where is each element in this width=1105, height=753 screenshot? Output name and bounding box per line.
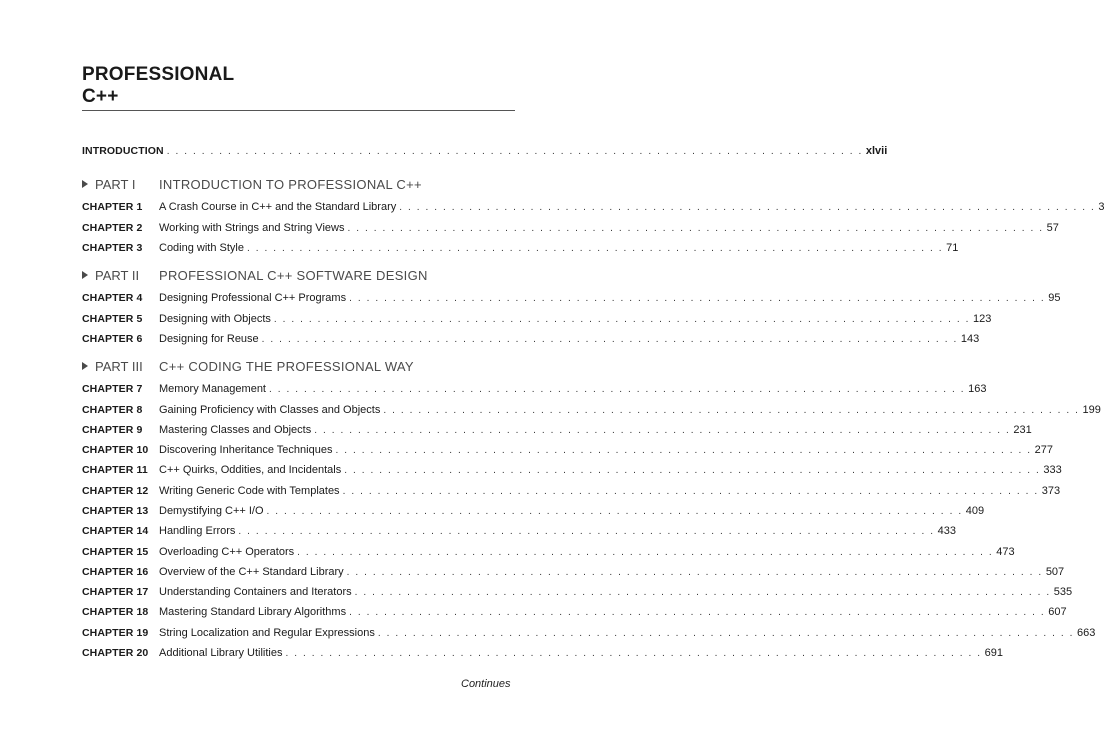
part-label: PART III <box>95 358 143 374</box>
title-rule <box>82 110 515 111</box>
chapter-entry <box>159 333 979 345</box>
chapter-label: CHAPTER 16 <box>82 565 149 578</box>
toc-chapter-row[interactable] <box>82 521 956 541</box>
chapter-entry <box>159 586 1072 598</box>
chapter-entry <box>159 627 1095 639</box>
chapter-title: A Crash Course in C++ and the Standard Library <box>159 201 397 214</box>
chapter-title: Overview of the C++ Standard Library <box>159 565 344 578</box>
chapter-entry <box>159 444 1053 456</box>
toc-chapter-row[interactable] <box>82 399 1101 419</box>
part-title: INTRODUCTION TO PROFESSIONAL C++ <box>159 176 422 192</box>
chapter-title: Designing for Reuse <box>159 332 259 345</box>
chapter-title: C++ Quirks, Oddities, and Incidentals <box>159 464 342 477</box>
chapter-title: Working with Strings and String Views <box>159 221 345 234</box>
chapter-page: 507 <box>1045 565 1065 578</box>
toc-chapter-row[interactable] <box>82 501 985 521</box>
part-heading[interactable] <box>82 173 515 195</box>
part-heading[interactable] <box>82 355 515 377</box>
chapter-title: Writing Generic Code with Templates <box>159 484 340 497</box>
table-of-contents <box>82 141 1105 663</box>
introduction-page: xlvii <box>865 145 888 158</box>
chapter-page: 373 <box>1041 484 1061 497</box>
part-label-cell <box>82 177 159 192</box>
chapter-entry <box>159 606 1067 618</box>
chapter-page: 199 <box>1082 403 1101 416</box>
chapter-entry <box>159 404 1101 416</box>
book-title-line1: PROFESSIONAL <box>82 64 235 85</box>
dot-leader: . . . . . . . . . . . . . . . . . . . . . . . . . . . . . . . . . . . . . . . . . . . . . . . . . . . . . . . . . . . . . . . . . . . . . . . . . . . . . . . . <box>399 202 1096 214</box>
dot-leader: . . . . . . . . . . . . . . . . . . . . . . . . . . . . . . . . . . . . . . . . . . . . . . . . . . . . . . . . . . . . . . . . . . . . . . . . . . . . . . . . <box>354 587 1051 599</box>
toc-chapter-row[interactable] <box>82 582 1073 602</box>
chapter-page: 71 <box>946 242 959 255</box>
toc-chapter-row[interactable] <box>82 420 1032 440</box>
triangle-bullet-icon <box>82 362 88 370</box>
chapter-entry <box>159 383 987 395</box>
toc-introduction[interactable] <box>82 141 888 161</box>
chapter-label: CHAPTER 1 <box>82 201 143 214</box>
chapter-label: CHAPTER 13 <box>82 505 149 517</box>
chapter-entry <box>159 485 1060 497</box>
toc-chapter-row[interactable] <box>82 288 1061 308</box>
chapter-label: CHAPTER 5 <box>82 312 143 325</box>
dot-leader: . . . . . . . . . . . . . . . . . . . . . . . . . . . . . . . . . . . . . . . . . . . . . . . . . . . . . . . . . . . . . . . . . . . . . . . . . . . . . . . . <box>285 648 982 660</box>
toc-chapter-row[interactable] <box>82 562 1065 582</box>
dot-leader: . . . . . . . . . . . . . . . . . . . . . . . . . . . . . . . . . . . . . . . . . . . . . . . . . . . . . . . . . . . . . . . . . . . . . . . . . . . . . . . . <box>273 313 971 325</box>
dot-leader: . . . . . . . . . . . . . . . . . . . . . . . . . . . . . . . . . . . . . . . . . . . . . . . . . . . . . . . . . . . . . . . . . . . . . . . . . . . . . . . . <box>349 293 1046 305</box>
dot-leader: . . . . . . . . . . . . . . . . . . . . . . . . . . . . . . . . . . . . . . . . . . . . . . . . . . . . . . . . . . . . . . . . . . . . . . . . . . . . . . . . <box>335 445 1032 457</box>
chapter-entry <box>159 222 1059 234</box>
chapter-page: 607 <box>1048 606 1067 619</box>
chapter-page: 3 <box>1098 201 1105 214</box>
chapter-page: 231 <box>1013 423 1032 436</box>
part-title: PROFESSIONAL C++ SOFTWARE DESIGN <box>159 267 428 283</box>
dot-leader: . . . . . . . . . . . . . . . . . . . . . . . . . . . . . . . . . . . . . . . . . . . . . . . . . . . . . . . . . . . . . . . . . . . . . . . . . . . . . . . . <box>383 404 1080 416</box>
dot-leader: . . . . . . . . . . . . . . . . . . . . . . . . . . . . . . . . . . . . . . . . . . . . . . . . . . . . . . . . . . . . . . . . . . . . . . . . . . . . . . . . <box>269 384 966 396</box>
chapter-title: Memory Management <box>159 383 266 396</box>
triangle-bullet-icon <box>82 180 88 188</box>
toc-chapter-row[interactable] <box>82 238 959 258</box>
chapter-label: CHAPTER 18 <box>82 606 149 619</box>
toc-chapter-row[interactable] <box>82 308 992 328</box>
chapter-title: Overloading C++ Operators <box>159 545 295 558</box>
chapter-label: CHAPTER 8 <box>82 403 143 416</box>
chapter-entry <box>159 647 1003 659</box>
dot-leader: . . . . . . . . . . . . . . . . . . . . . . . . . . . . . . . . . . . . . . . . . . . . . . . . . . . . . . . . . . . . . . . . . . . . . . . . . . . . . . . . <box>247 243 944 255</box>
part-heading[interactable] <box>82 264 515 286</box>
chapter-label: CHAPTER 2 <box>82 221 143 234</box>
chapter-title: Gaining Proficiency with Classes and Objects <box>159 403 381 416</box>
chapter-title: Additional Library Utilities <box>159 647 283 660</box>
dot-leader: . . . . . . . . . . . . . . . . . . . . . . . . . . . . . . . . . . . . . . . . . . . . . . . . . . . . . . . . . . . . . . . . . . . . . . . . . . . . . . . . <box>344 465 1041 477</box>
chapter-label: CHAPTER 14 <box>82 525 149 538</box>
dot-leader: . . . . . . . . . . . . . . . . . . . . . . . . . . . . . . . . . . . . . . . . . . . . . . . . . . . . . . . . . . . . . . . . . . . . . . . . . . . . . . . . <box>349 607 1046 619</box>
chapter-page: 277 <box>1034 444 1053 457</box>
toc-chapter-row[interactable] <box>82 541 1015 561</box>
chapter-page: 691 <box>984 647 1004 660</box>
chapter-label: CHAPTER 17 <box>82 586 149 599</box>
dot-leader: . . . . . . . . . . . . . . . . . . . . . . . . . . . . . . . . . . . . . . . . . . . . . . . . . . . . . . . . . . . . . . . . . . . . . . . . . . . . . . . . <box>261 333 958 345</box>
toc-chapter-row[interactable] <box>82 379 987 399</box>
chapter-title: Mastering Standard Library Algorithms <box>159 606 347 619</box>
chapter-title: Handling Errors <box>159 525 236 538</box>
chapter-page: 663 <box>1077 626 1096 639</box>
chapter-label: CHAPTER 11 <box>82 464 148 477</box>
triangle-bullet-icon <box>82 271 88 279</box>
chapter-label: CHAPTER 7 <box>82 383 143 396</box>
chapter-entry <box>159 464 1062 476</box>
chapter-page: 143 <box>960 332 980 345</box>
toc-chapter-row[interactable] <box>82 623 1096 643</box>
toc-chapter-row[interactable] <box>82 440 1053 460</box>
part-title: C++ CODING THE PROFESSIONAL WAY <box>159 358 414 374</box>
chapter-label: CHAPTER 3 <box>82 242 143 255</box>
dot-leader: . . . . . . . . . . . . . . . . . . . . . . . . . . . . . . . . . . . . . . . . . . . . . . . . . . . . . . . . . . . . . . . . . . . . . . . . . . . . . . . . <box>238 526 935 538</box>
dot-leader: . . . . . . . . . . . . . . . . . . . . . . . . . . . . . . . . . . . . . . . . . . . . . . . . . . . . . . . . . . . . . . . . . . . . . . . . . . . . . . . . <box>346 566 1043 578</box>
chapter-page: 473 <box>996 545 1015 558</box>
chapter-page: 333 <box>1043 464 1062 477</box>
chapter-label: CHAPTER 15 <box>82 545 149 558</box>
dot-leader: . . . . . . . . . . . . . . . . . . . . . . . . . . . . . . . . . . . . . . . . . . . . . . . . . . . . . . . . . . . . . . . . . . . . . . . . . . . . . . . . <box>342 485 1039 497</box>
introduction-label: INTRODUCTION <box>82 145 164 158</box>
chapter-label: CHAPTER 12 <box>82 484 149 497</box>
chapter-entry <box>159 201 1105 213</box>
toc-chapter-row[interactable] <box>82 643 1004 663</box>
chapter-label: CHAPTER 4 <box>82 292 143 305</box>
introduction-entry <box>164 145 888 157</box>
dot-leader: . . . . . . . . . . . . . . . . . . . . . . . . . . . . . . . . . . . . . . . . . . . . . . . . . . . . . . . . . . . . . . . . . . . . . . . . . . . . . . . . <box>266 506 963 517</box>
chapter-title: Discovering Inheritance Techniques <box>159 444 333 457</box>
toc-chapter-row[interactable] <box>82 218 1059 238</box>
toc-chapter-row[interactable] <box>82 481 1061 501</box>
part-label-cell <box>82 359 159 374</box>
chapter-entry <box>159 313 991 325</box>
chapter-title: String Localization and Regular Expressions <box>159 626 375 639</box>
chapter-page: 535 <box>1053 586 1073 599</box>
chapter-page: 163 <box>968 383 987 396</box>
chapter-entry <box>159 546 1015 558</box>
chapter-page: 95 <box>1048 292 1061 305</box>
chapter-entry <box>159 525 956 537</box>
dot-leader: . . . . . . . . . . . . . . . . . . . . . . . . . . . . . . . . . . . . . . . . . . . . . . . . . . . . . . . . . . . . . . . . . . . . . . . . . . . . . . . . <box>166 146 863 158</box>
toc-chapter-row[interactable] <box>82 460 1062 480</box>
toc-chapter-row[interactable] <box>82 329 980 349</box>
chapter-page: 433 <box>937 525 956 538</box>
book-title-line2: C++ <box>82 86 119 107</box>
chapter-entry <box>159 566 1064 578</box>
chapter-title: Demystifying C++ I/O <box>159 505 264 517</box>
dot-leader: . . . . . . . . . . . . . . . . . . . . . . . . . . . . . . . . . . . . . . . . . . . . . . . . . . . . . . . . . . . . . . . . . . . . . . . . . . . . . . . . <box>347 222 1044 234</box>
continues-note: Continues <box>461 678 511 690</box>
part-label-cell <box>82 268 159 283</box>
toc-chapter-row[interactable] <box>82 197 1105 217</box>
dot-leader: . . . . . . . . . . . . . . . . . . . . . . . . . . . . . . . . . . . . . . . . . . . . . . . . . . . . . . . . . . . . . . . . . . . . . . . . . . . . . . . . <box>377 627 1074 639</box>
part-label: PART I <box>95 176 136 192</box>
chapter-page: 409 <box>965 505 985 517</box>
chapter-entry <box>159 292 1061 304</box>
chapter-title: Designing with Objects <box>159 312 271 325</box>
chapter-title: Mastering Classes and Objects <box>159 423 312 436</box>
chapter-entry <box>159 424 1032 436</box>
chapter-label: CHAPTER 6 <box>82 332 143 345</box>
chapter-page: 123 <box>973 312 992 325</box>
chapter-entry <box>159 242 958 254</box>
toc-chapter-row[interactable] <box>82 602 1067 622</box>
dot-leader: . . . . . . . . . . . . . . . . . . . . . . . . . . . . . . . . . . . . . . . . . . . . . . . . . . . . . . . . . . . . . . . . . . . . . . . . . . . . . . . . <box>297 546 994 558</box>
book-title <box>82 64 234 108</box>
dot-leader: . . . . . . . . . . . . . . . . . . . . . . . . . . . . . . . . . . . . . . . . . . . . . . . . . . . . . . . . . . . . . . . . . . . . . . . . . . . . . . . . <box>314 424 1011 436</box>
chapter-page: 57 <box>1046 221 1059 234</box>
chapter-entry <box>159 505 984 517</box>
chapter-title: Understanding Containers and Iterators <box>159 586 352 599</box>
chapter-label: CHAPTER 20 <box>82 647 149 660</box>
chapter-title: Coding with Style <box>159 242 244 255</box>
chapter-label: CHAPTER 10 <box>82 444 149 457</box>
chapter-title: Designing Professional C++ Programs <box>159 292 347 305</box>
chapter-label: CHAPTER 19 <box>82 626 149 639</box>
part-label: PART II <box>95 267 140 283</box>
chapter-label: CHAPTER 9 <box>82 423 143 436</box>
